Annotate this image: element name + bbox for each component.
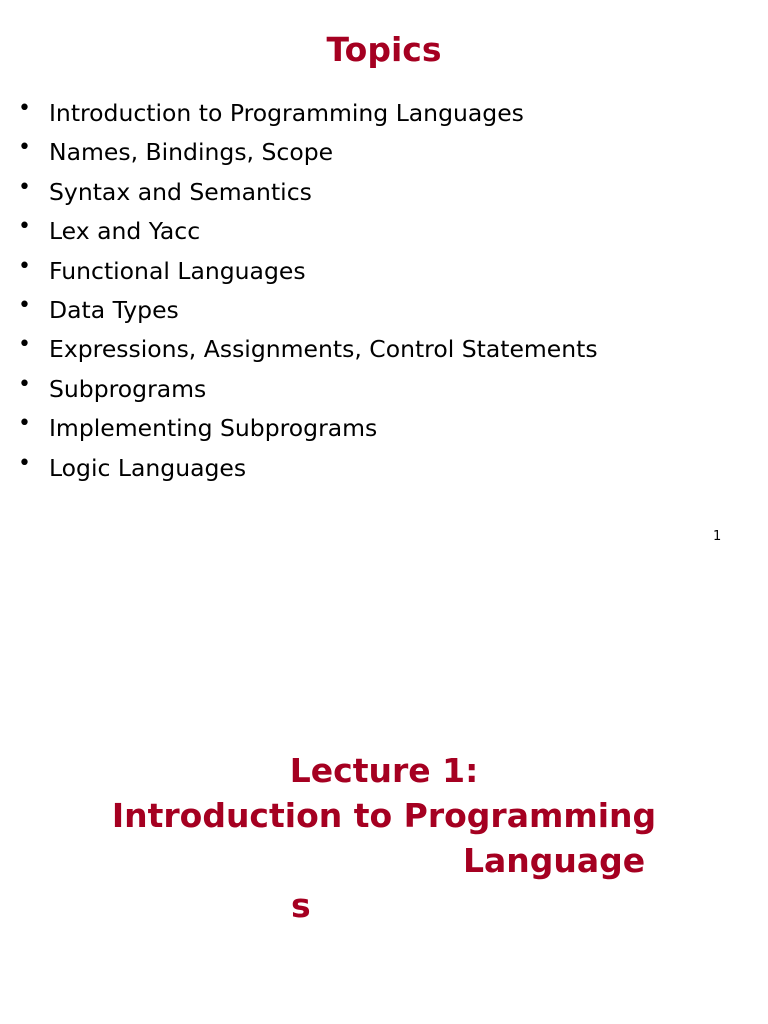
list-item — [18, 252, 598, 291]
topic-label: Lex and Yacc — [49, 217, 201, 246]
slide-title: Topics — [326, 30, 442, 69]
topic-list — [18, 94, 598, 488]
bullet-icon: • — [18, 96, 31, 121]
list-item — [18, 370, 598, 409]
list-item — [18, 94, 598, 133]
list-item — [18, 212, 598, 251]
bullet-icon: • — [18, 411, 31, 437]
slide-lecture-title — [0, 560, 768, 1024]
topic-label: Introduction to Programming Languages — [49, 99, 524, 127]
topic-label: Logic Languages — [49, 453, 247, 482]
topic-label: Syntax and Semantics — [49, 177, 312, 206]
bullet-icon: • — [18, 214, 31, 240]
topic-label: Data Types — [49, 295, 179, 324]
list-item — [18, 291, 598, 330]
lecture-title-line: Language — [463, 841, 646, 880]
topic-label: Functional Languages — [49, 256, 306, 285]
topic-label: Expressions, Assignments, Control Statements — [49, 335, 598, 364]
bullet-icon: • — [18, 174, 31, 200]
bullet-icon: • — [18, 450, 31, 476]
topic-label: Implementing Subprograms — [49, 414, 378, 443]
lecture-title-line: s — [291, 886, 311, 925]
bullet-icon: • — [18, 135, 31, 161]
bullet-icon: • — [18, 371, 31, 397]
lecture-title-line: Lecture 1: — [289, 751, 479, 790]
list-item — [18, 449, 598, 488]
list-item — [18, 330, 598, 369]
list-item — [18, 133, 598, 172]
bullet-icon: • — [18, 253, 31, 279]
topic-label: Subprograms — [49, 374, 207, 403]
list-item — [18, 173, 598, 212]
page-number: 1 — [713, 529, 722, 544]
bullet-icon: • — [18, 292, 31, 318]
list-item — [18, 409, 598, 448]
lecture-title-line: Introduction to Programming — [111, 796, 657, 835]
bullet-icon: • — [18, 332, 31, 358]
topic-label: Names, Bindings, Scope — [49, 138, 334, 167]
